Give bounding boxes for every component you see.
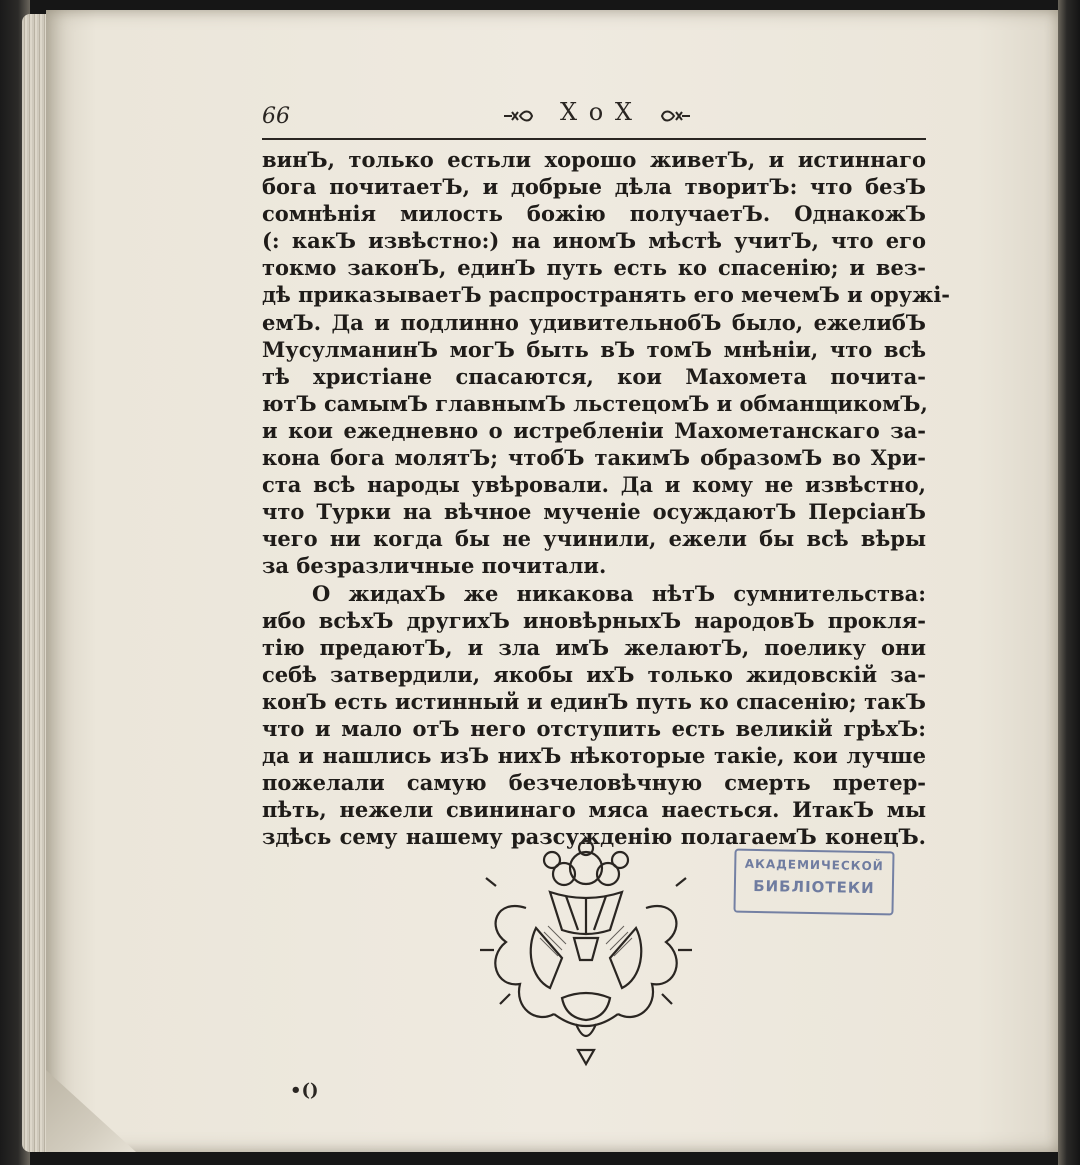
text-line: емЪ. Да и подлинно удивительнобЪ было, ежелибЪ <box>262 309 926 335</box>
main-text <box>262 146 951 850</box>
running-head: Х о Х <box>560 98 634 126</box>
text-line: конЪ есть истинный и единЪ путь ко спасенію; такЪ <box>262 688 926 714</box>
text-line: дѣ приказываетЪ распространять его мечемЪ и оружі- <box>262 282 951 308</box>
text-line: токмо законЪ, единЪ путь есть ко спасенію; и вез- <box>262 255 926 281</box>
stamp-line-1: АКАДЕМИЧЕСКОЙ <box>744 856 884 874</box>
text-line: за безразличные почитали. <box>262 553 607 579</box>
page-number: 66 <box>262 104 290 129</box>
scan-right-edge <box>1058 0 1080 1165</box>
text-line: тѣ христіане спасаются, кои Махомета почитa- <box>262 363 926 389</box>
text-line: ста всѣ народы увѣровали. Да и кому не извѣстно, <box>262 472 926 498</box>
fleuron-right-icon <box>652 108 692 124</box>
text-line: МусулманинЪ могЪ быть вЪ томЪ мнѣніи, что всѣ <box>262 336 926 362</box>
text-line: (: какЪ извѣстно:) на иномЪ мѣстѣ учитЪ, что его <box>262 228 926 254</box>
page-header <box>262 98 926 140</box>
text-line: ибо всѣхЪ другихЪ иновѣрныхЪ народовЪ прокля- <box>262 607 926 633</box>
text-line: что и мало отЪ него отступить есть великій грѣхЪ: <box>262 715 926 741</box>
text-line: тію предаютЪ, и зла имЪ желаютЪ, поелику они <box>262 634 926 660</box>
text-line: и кои ежедневно о истребленіи Махометанскаго за- <box>262 417 926 443</box>
text-line: бога почитаетЪ, и добрые дѣла творитЪ: что безЪ <box>262 174 926 200</box>
text-line: да и нашлись изЪ нихЪ нѣкоторые такіе, кои лучше <box>262 743 926 769</box>
text-line: О жидахЪ же никакова нѣтЪ сумнительства: <box>312 580 926 606</box>
text-line: кона бога молятЪ; чтобЪ такимЪ образомЪ во Хри- <box>262 445 926 471</box>
text-line: винЪ, только естьли хорошо живетЪ, и истиннаго <box>262 147 926 172</box>
library-stamp <box>733 849 894 916</box>
text-line: сомнѣнія милость божію получаетЪ. ОднакожЪ <box>262 201 926 227</box>
text-line: здѣсь сему нашему разсужденію полагаемЪ конецЪ. <box>262 824 926 850</box>
text-line: чего ни когда бы не учинили, ежели бы всѣ вѣры <box>262 526 926 552</box>
text-line: пѣть, нежели свининаго мяса наесться. ИтакЪ мы <box>262 797 926 823</box>
text-line: себѣ затвердили, якобы ихЪ только жидовскій за- <box>262 661 926 687</box>
ornamental-vignette-icon <box>466 838 706 1074</box>
signature-mark: •() <box>290 1080 319 1101</box>
text-line: пожелали самую безчеловѣчную смерть претер- <box>262 770 926 796</box>
text-line: что Турки на вѣчное мученіе осуждаютЪ ПерсіанЪ <box>262 499 926 525</box>
text-line: ютЪ самымЪ главнымЪ льстецомЪ и обманщикомЪ, <box>262 390 928 416</box>
stamp-line-2: БИБЛІОТЕКИ <box>752 876 875 898</box>
